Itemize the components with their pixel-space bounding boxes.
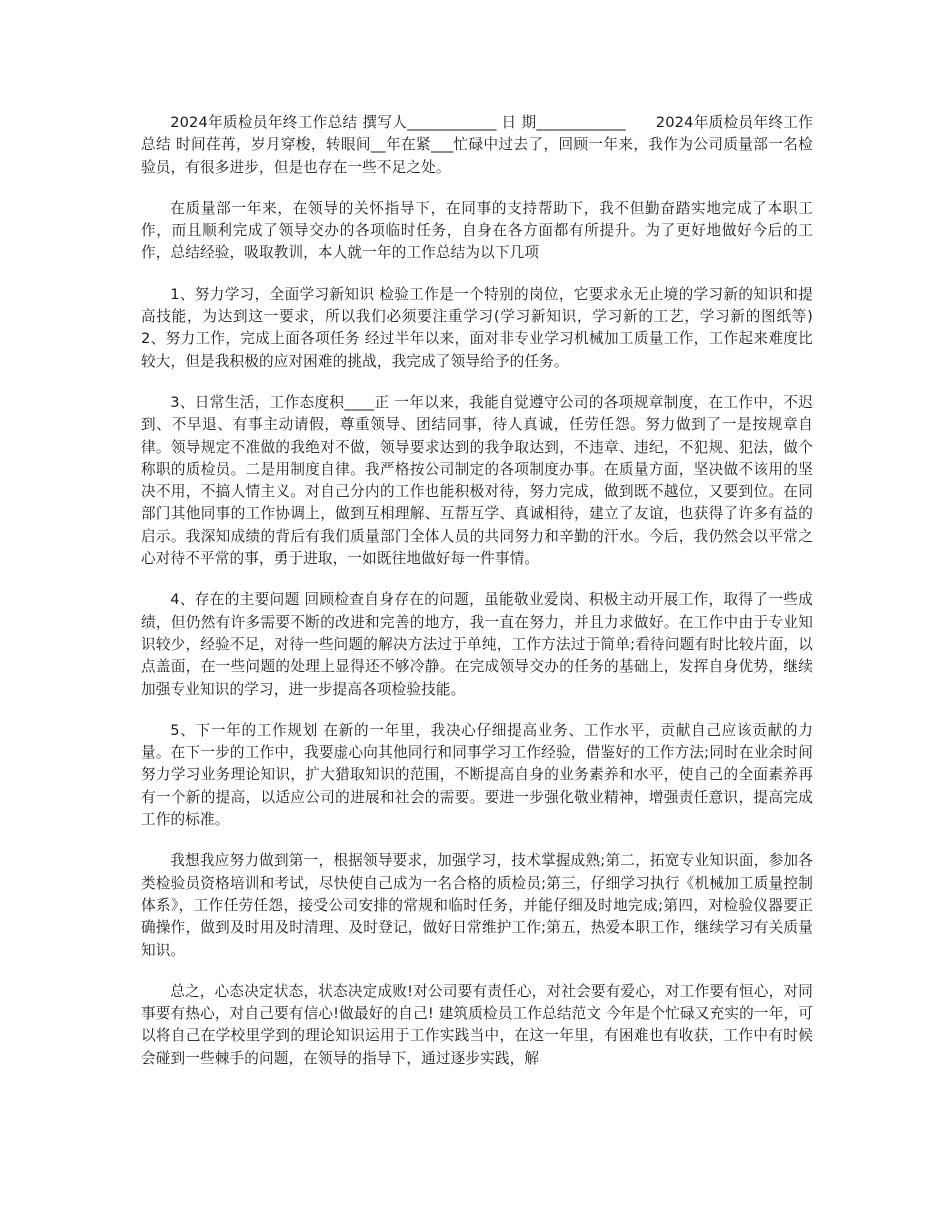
document-page (141, 112, 813, 1089)
section-3-paragraph: 3、日常生活，工作态度积____正 一年以来，我能自觉遵守公司的各项规章制度，在工作中，不迟到、不早退、有事主动请假，尊重领导、团结同事，待人真诚，任劳任怨。努力做到了一是按规章自律。领导规定不准做的我绝对不做，领导要求达到的我争取达到，不违章、违纪，不犯规、犯法，做个称职的质检员。二是用制度自律。我严格按公司制定的各项制度办事。在质量方面，坚决做不该用的坚决不用，不搞人情主义。对自己分内的工作也能积极对待，努力完成，做到既不越位，又要到位。在同部门其他同事的工作协调上，做到互相理解、互帮互学、真诚相待，建立了友谊，也获得了许多有益的启示。我深知成绩的背后有我们质量部门全体人员的共同努力和辛勤的汗水。今后，我仍然会以平常之心对待不平常的事，勇于进取，一如既往地做好每一件事情。 (141, 393, 813, 568)
section-5-paragraph: 5、下一年的工作规划 在新的一年里，我决心仔细提高业务、工作水平，贡献自己应该贡献的力量。在下一步的工作中，我要虚心向其他同行和同事学习工作经验，借鉴好的工作方法;同时在业余时间努力学习业务理论知识，扩大猎取知识的范围，不断提高自身的业务素养和水平，使自己的全面素养再有一个新的提高，以适应公司的进展和社会的需要。要进一步强化敬业精神，增强责任意识，提高完成工作的标准。 (141, 721, 813, 829)
conclusion-paragraph: 总之，心态决定状态，状态决定成败!对公司要有责任心，对社会要有爱心，对工作要有恒心，对同事要有热心，对自己要有信心!做最好的自己! 建筑质检员工作总结范文 今年是个忙碌又充实的一年，可以将自己在学校里学到的理论知识运用于工作实践当中，在这一年里，有困难也有收获，工作中有时候会碰到一些棘手的问题，在领导的指导下，通过逐步实践，解 (141, 982, 813, 1067)
section-4-paragraph: 4、存在的主要问题 回顾检查自身存在的问题，虽能敬业爱岗、积极主动开展工作，取得了一些成绩，但仍然有许多需要不断的改进和完善的地方，我一直在努力，并且力求做好。在工作中由于专业知识较少，经验不足，对待一些问题的解决方法过于单纯，工作方法过于简单;看待问题有时比较片面，以点盖面，在一些问题的处理上显得还不够冷静。在完成领导交办的任务的基础上，发挥自身优势，继续加强专业知识的学习，进一步提高各项检验技能。 (141, 591, 813, 698)
section-1-2-paragraph: 1、努力学习，全面学习新知识 检验工作是一个特别的岗位，它要求永无止境的学习新的知识和提高技能，为达到这一要求，所以我们必须要注重学习(学习新知识，学习新的工艺，学习新的图纸等) 2、努力工作，完成上面各项任务 经过半年以来，面对非专业学习机械加工质量工作，工作起来难度比较大，但是我积极的应对困难的挑战，我完成了领导给予的任务。 (141, 285, 813, 370)
overview-paragraph: 在质量部一年来，在领导的关怀指导下，在同事的支持帮助下，我不但勤奋踏实地完成了本职工作，而且顺利完成了领导交办的各项临时任务，自身在各方面都有所提升。为了更好地做好今后的工作，总结经验，吸取教训，本人就一年的工作总结为以下几项 (141, 199, 813, 262)
goals-paragraph: 我想我应努力做到第一，根据领导要求，加强学习，技术掌握成熟;第二，拓宽专业知识面，参加各类检验员资格培训和考试，尽快使自己成为一名合格的质检员;第三，仔细学习执行《机械加工质量控制体系》，工作任劳任怨，接受公司安排的常规和临时任务，并能仔细及时地完成;第四，对检验仪器要正确操作，做到及时用及时清理、及时登记，做好日常维护工作;第五，热爱本职工作，继续学习有关质量知识。 (141, 852, 813, 959)
intro-paragraph: 2024年质检员年终工作总结 撰写人____________ 日 期____________ 2024年质检员年终工作总结 时间荏苒，岁月穿梭，转眼间__年在紧___忙碌中过去了，回顾一年来，我作为公司质量部一名检验员，有很多进步，但是也存在一些不足之处。 (141, 114, 813, 176)
